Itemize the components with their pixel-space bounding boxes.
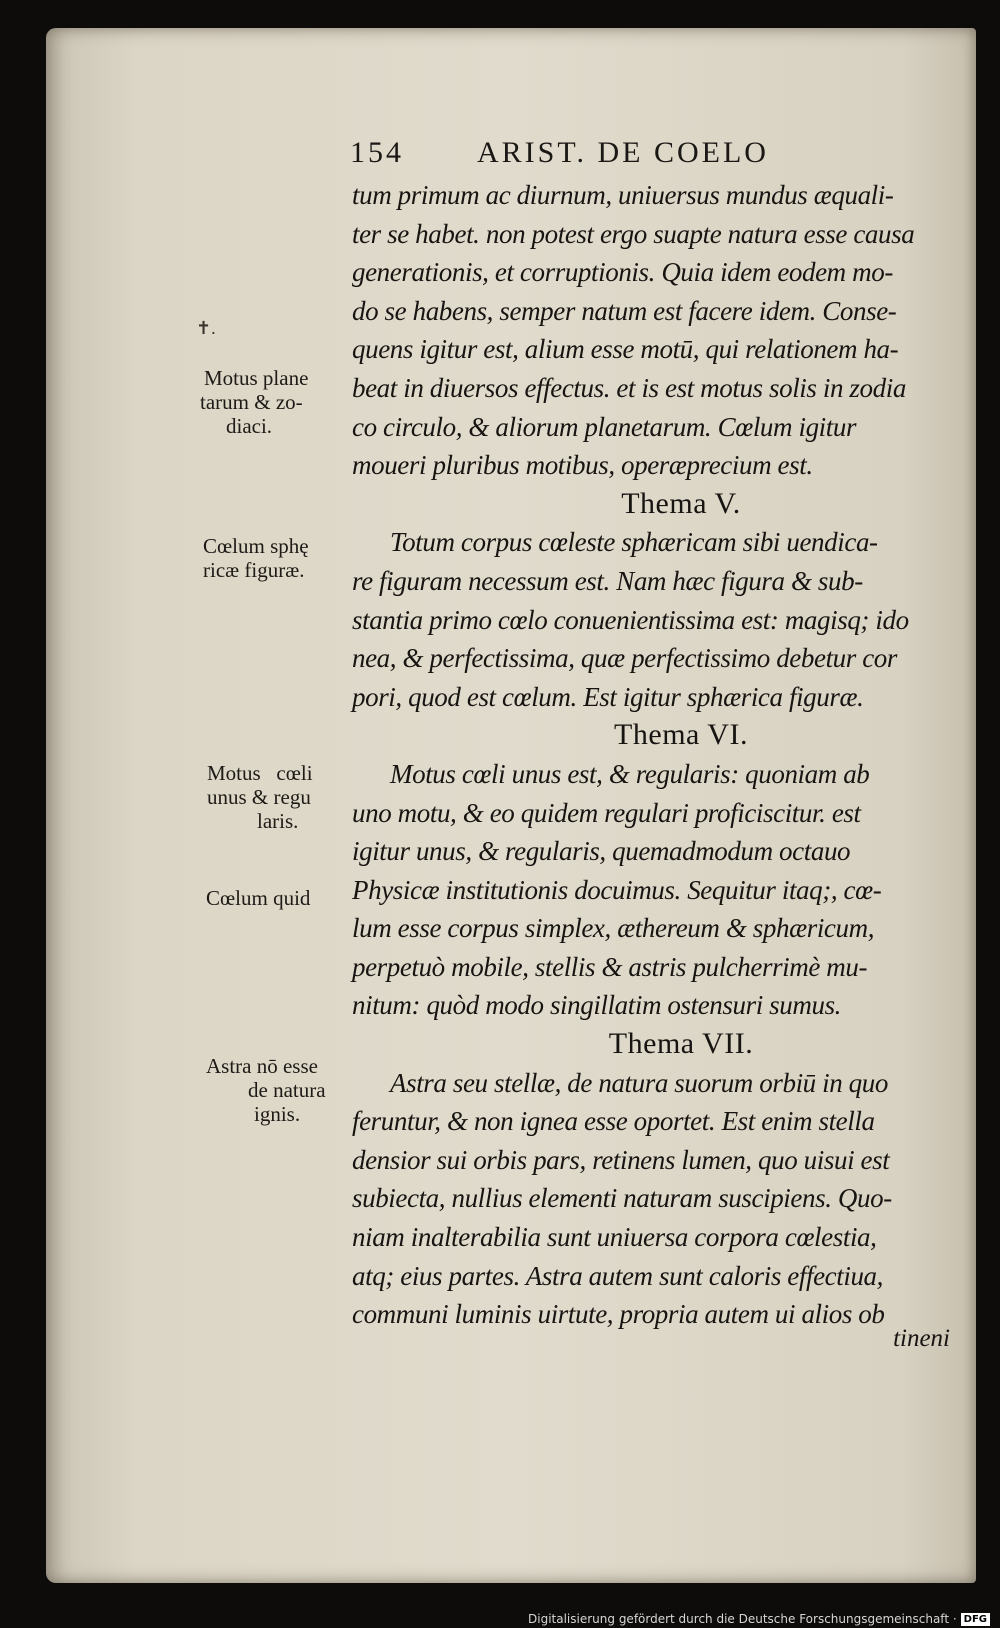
text-line: Physicæ institutionis docuimus. Sequitur itaq;, cœ- bbox=[352, 874, 882, 905]
marginal-note-motus-coeli bbox=[207, 761, 313, 833]
text-line: nitum: quòd modo singillatim ostensuri sumus. bbox=[352, 990, 842, 1021]
marginal-note-motus-planetarum bbox=[200, 366, 309, 438]
credit-text: Digitalisierung gefördert durch die Deutsche Forschungsgemeinschaft · bbox=[528, 1612, 957, 1626]
marginal-note-coelum-quid bbox=[206, 886, 310, 910]
marginal-note-line: ignis. bbox=[254, 1102, 301, 1126]
text-line: pori, quod est cœlum. Est igitur sphærica figuræ. bbox=[352, 681, 864, 712]
thema-heading: Thema VII. bbox=[608, 1027, 754, 1061]
digitization-credit bbox=[528, 1611, 990, 1627]
text-line: atq; eius partes. Astra autem sunt caloris effectiua, bbox=[352, 1260, 884, 1291]
text-line: tum primum ac diurnum, uniuersus mundus æquali- bbox=[352, 180, 894, 210]
text-line: quens igitur est, alium esse motū, qui relationem ha- bbox=[352, 334, 899, 365]
marginal-note-line: Motus plane bbox=[204, 366, 309, 390]
text-line: re figuram necessum est. Nam hæc figura & sub- bbox=[352, 565, 863, 596]
text-line: igitur unus, & regularis, quemadmodum octauo bbox=[352, 836, 851, 867]
thema-heading: Thema V. bbox=[621, 486, 741, 520]
thema-heading: Thema VI. bbox=[614, 718, 748, 752]
text-line: communi luminis uirtute, propria autem ui alios ob bbox=[352, 1299, 885, 1330]
marginal-note-coelum-sphaericae bbox=[203, 534, 309, 582]
marginal-note-line: ricæ figuræ. bbox=[203, 558, 305, 582]
marginal-note-line: diaci. bbox=[226, 414, 273, 438]
text-line: ter se habet. non potest ergo suapte natura esse causa bbox=[352, 218, 915, 249]
folio-number: 154 bbox=[350, 136, 404, 169]
text-line: Astra seu stellæ, de natura suorum orbiū in quo bbox=[390, 1067, 888, 1098]
page-header bbox=[350, 136, 870, 176]
main-text bbox=[352, 176, 970, 1334]
text-line: niam inalterabilia sunt uniuersa corpora cœlestia, bbox=[352, 1222, 877, 1253]
text-line: do se habens, semper natum est facere idem. Conse- bbox=[352, 295, 897, 326]
text-line: densior sui orbis pars, retinens lumen, quo uisui est bbox=[352, 1144, 890, 1175]
text-line: perpetuò mobile, stellis & astris pulcherrimè mu- bbox=[352, 951, 868, 982]
catchword: tineni bbox=[893, 1325, 950, 1352]
marginal-note-line: tarum & zo- bbox=[200, 390, 303, 414]
text-line: subiecta, nullius elementi naturam suscipiens. Quo- bbox=[352, 1183, 892, 1214]
running-title: ARIST. DE COELO bbox=[477, 136, 769, 169]
text-line: feruntur, & non ignea esse oportet. Est enim stella bbox=[352, 1106, 875, 1137]
marginal-note-line: unus & regu bbox=[207, 785, 311, 809]
marginal-note-astra-non-esse bbox=[206, 1054, 326, 1126]
text-line: Motus cœli unus est, & regularis: quoniam ab bbox=[390, 758, 870, 789]
marginal-note-line: laris. bbox=[257, 809, 299, 833]
marginal-note-line: Cœlum quid bbox=[206, 886, 311, 910]
margin-mark: ✝. bbox=[196, 318, 216, 338]
text-line: lum esse corpus simplex, æthereum & sphæricum, bbox=[352, 913, 875, 944]
marginal-note-line: Motus cœli bbox=[207, 761, 313, 785]
text-line: stantia primo cœlo conuenientissima est: magisq; ido bbox=[352, 604, 909, 635]
text-line: nea, & perfectissima, quæ perfectissimo debetur cor bbox=[352, 643, 898, 674]
text-line: moueri pluribus motibus, operæprecium est. bbox=[352, 450, 813, 481]
text-line: co circulo, & aliorum planetarum. Cœlum igitur bbox=[352, 411, 857, 442]
marginal-note-line: Cœlum sphę bbox=[203, 534, 309, 558]
text-line: generationis, et corruptionis. Quia idem eodem mo- bbox=[352, 257, 893, 288]
text-line: Totum corpus cœleste sphæricam sibi uendica- bbox=[390, 527, 878, 558]
marginal-note-line: Astra nō esse bbox=[206, 1054, 318, 1078]
dfg-logo-icon: DFG bbox=[961, 1613, 990, 1626]
marginal-note-line: de natura bbox=[248, 1078, 326, 1102]
text-line: uno motu, & eo quidem regulari proficiscitur. est bbox=[352, 797, 861, 828]
text-line: beat in diuersos effectus. et is est motus solis in zodia bbox=[352, 372, 906, 403]
